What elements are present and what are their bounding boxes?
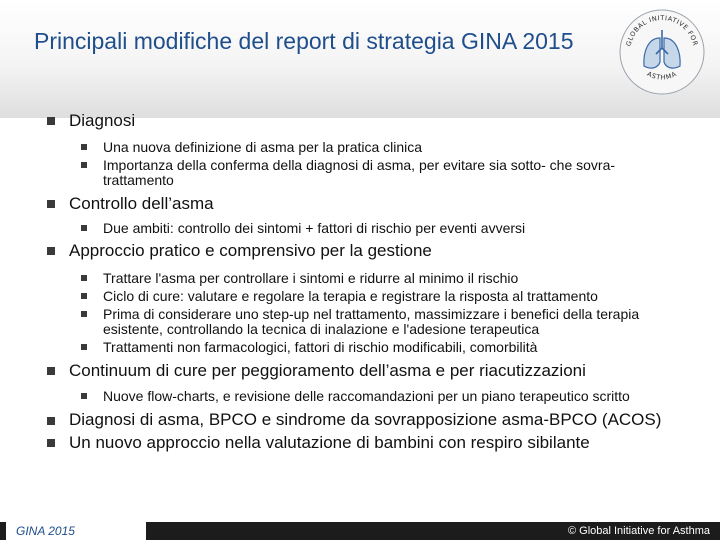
small-square-bullet-icon <box>81 344 87 350</box>
square-bullet-icon <box>47 247 55 255</box>
slide-footer <box>0 522 720 540</box>
section-heading <box>0 111 679 131</box>
square-bullet-icon <box>47 117 55 125</box>
section-heading-text: Diagnosi <box>69 111 136 130</box>
section-heading-text: Continuum di cure per peggioramento dell’asma e per riacutizzazioni <box>69 361 586 380</box>
sub-bullet-text: Una nuova definizione di asma per la pratica clinica <box>103 139 423 155</box>
small-square-bullet-icon <box>81 275 87 281</box>
sub-bullet-item <box>0 158 675 188</box>
sub-bullet-list <box>0 389 720 404</box>
sub-bullet-text: Ciclo di cure: valutare e regolare la terapia e registrare la risposta al trattamento <box>103 288 598 304</box>
sub-bullet-text: Nuove flow-charts, e revisione delle raccomandazioni per un piano terapeutico scritto <box>103 388 630 404</box>
small-square-bullet-icon <box>81 144 87 150</box>
section-heading <box>0 361 679 381</box>
sub-bullet-item <box>0 271 675 286</box>
svg-text:ASTHMA: ASTHMA <box>645 69 679 82</box>
section-heading-text: Un nuovo approccio nella valutazione di bambini con respiro sibilante <box>69 433 590 452</box>
sub-bullet-item <box>0 340 675 355</box>
sub-bullet-item <box>0 140 675 155</box>
small-square-bullet-icon <box>81 225 87 231</box>
lungs-logo-icon <box>618 8 706 96</box>
section-heading-text: Diagnosi di asma, BPCO e sindrome da sovrapposizione asma-BPCO (ACOS) <box>69 410 662 429</box>
sub-bullet-list <box>0 271 720 355</box>
square-bullet-icon <box>47 367 55 375</box>
sub-bullet-text: Due ambiti: controllo dei sintomi + fattori di rischio per eventi avversi <box>103 220 526 236</box>
sub-bullet-text: Trattare l'asma per controllare i sintomi e ridurre al minimo il rischio <box>103 270 519 286</box>
slide-header <box>0 0 720 118</box>
small-square-bullet-icon <box>81 393 87 399</box>
footer-label: GINA 2015 <box>6 522 146 540</box>
small-square-bullet-icon <box>81 293 87 299</box>
bullet-content <box>0 111 720 453</box>
copyright-text: © Global Initiative for Asthma <box>567 525 710 537</box>
small-square-bullet-icon <box>81 162 87 168</box>
sub-bullet-text: Importanza della conferma della diagnosi di asma, per evitare sia sotto- che sovra-trattamento <box>103 157 616 188</box>
sub-bullet-item <box>0 389 675 404</box>
sub-bullet-text: Trattamenti non farmacologici, fattori di rischio modificabili, comorbilità <box>103 339 538 355</box>
slide-title: Principali modifiche del report di strategia GINA 2015 <box>34 28 574 54</box>
section-heading-text: Approccio pratico e comprensivo per la gestione <box>69 241 432 260</box>
section-heading-text: Controllo dell’asma <box>69 194 214 213</box>
square-bullet-icon <box>47 417 55 425</box>
sub-bullet-list <box>0 140 720 188</box>
square-bullet-icon <box>47 439 55 447</box>
small-square-bullet-icon <box>81 311 87 317</box>
section-heading <box>0 194 679 214</box>
square-bullet-icon <box>47 200 55 208</box>
sub-bullet-item <box>0 289 675 304</box>
section-heading <box>0 241 679 261</box>
sub-bullet-item <box>0 221 675 236</box>
sub-bullet-list <box>0 221 720 236</box>
sub-bullet-text: Prima di considerare uno step-up nel trattamento, massimizzare i benefici della terapia esistente, controllando la tecnica di inalazione e l'adesione terapeutica <box>103 306 640 337</box>
svg-text:GLOBAL INITIATIVE FOR: GLOBAL INITIATIVE FOR <box>624 13 700 48</box>
sub-bullet-item <box>0 307 675 337</box>
section-heading <box>0 433 679 453</box>
section-heading <box>0 411 679 429</box>
gina-logo <box>618 8 706 96</box>
